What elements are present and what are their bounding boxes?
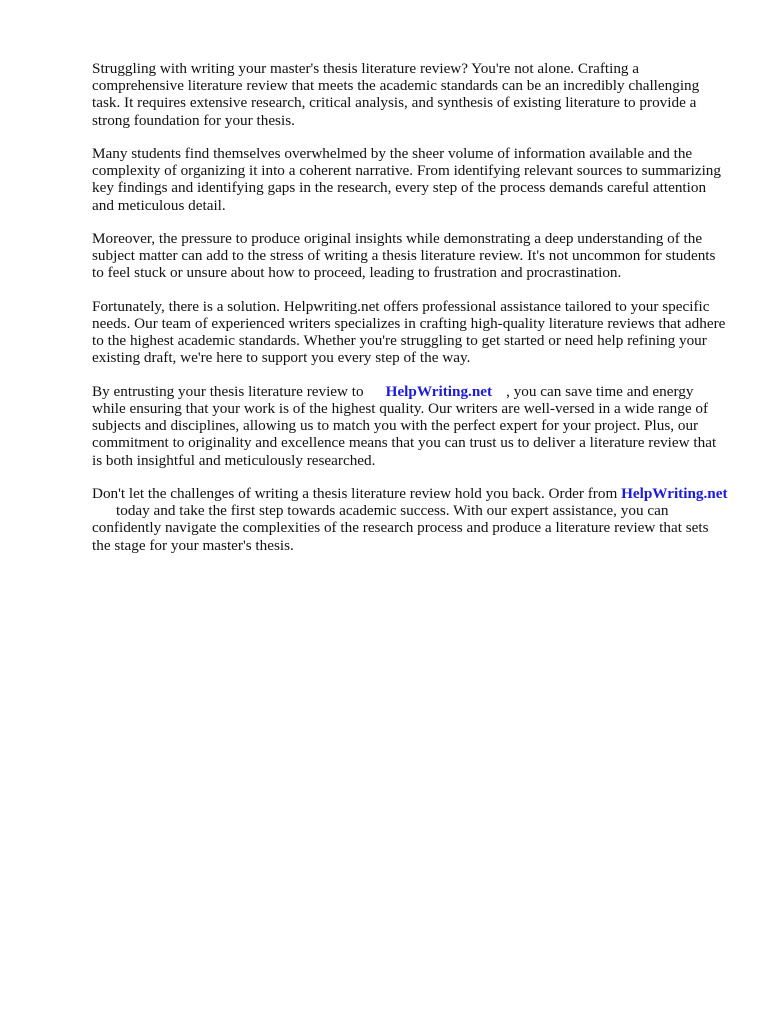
paragraph-solution: Fortunately, there is a solution. Helpwriting.net offers professional assistance tailored to your specific needs. Our team of experienced writers specializes in crafting high-quality literature reviews that adhere to the highest academic standards. Whether you're struggling to get started or need help refining your existing draft, we're here to support you every step of the way. — [92, 297, 726, 367]
paragraph-entrusting-text-before: By entrusting your thesis literature review to — [92, 382, 364, 400]
paragraph-order-text-after: today and take the first step towards academic success. With our expert assistance, you can confidently navigate the complexities of the research process and produce a literature review that sets the stage for your master's thesis. — [92, 502, 709, 554]
helpwriting-link-order[interactable]: HelpWriting.net — [621, 485, 728, 502]
paragraph-intro: Struggling with writing your master's thesis literature review? You're not alone. Crafting a comprehensive literature review that meets the academic standards can be an incredibly challenging task. It requires extensive research, critical analysis, and synthesis of existing literature to provide a strong foundation for your thesis. — [92, 60, 700, 129]
paragraph-order — [92, 485, 728, 554]
paragraph-overwhelmed: Many students find themselves overwhelmed by the sheer volume of information available and the complexity of organizing it into a coherent narrative. From identifying relevant sources to summarizing key findings and identifying gaps in the research, every step of the process demands careful attention and meticulous detail. — [92, 145, 721, 214]
document-body — [92, 60, 728, 570]
helpwriting-link[interactable]: HelpWriting.net — [385, 382, 493, 400]
paragraph-entrusting — [92, 383, 728, 469]
paragraph-entrusting-text-after: , you can save time and energy while ensuring that your work is of the highest quality. Our writers are well-versed in a wide range of subjects and disciplines, allowing us to match you with the perfect expert for your project. Plus, our commitment to originality and excellence means that you can trust us to deliver a literature review that is both insightful and meticulously researched. — [92, 382, 717, 469]
paragraph-order-text-before: Don't let the challenges of writing a thesis literature review hold you back. Order from — [92, 485, 618, 502]
paragraph-pressure: Moreover, the pressure to produce original insights while demonstrating a deep understanding of the subject matter can add to the stress of writing a thesis literature review. It's not uncommon for students to feel stuck or unsure about how to proceed, leading to frustration and procrastination. — [92, 230, 716, 282]
